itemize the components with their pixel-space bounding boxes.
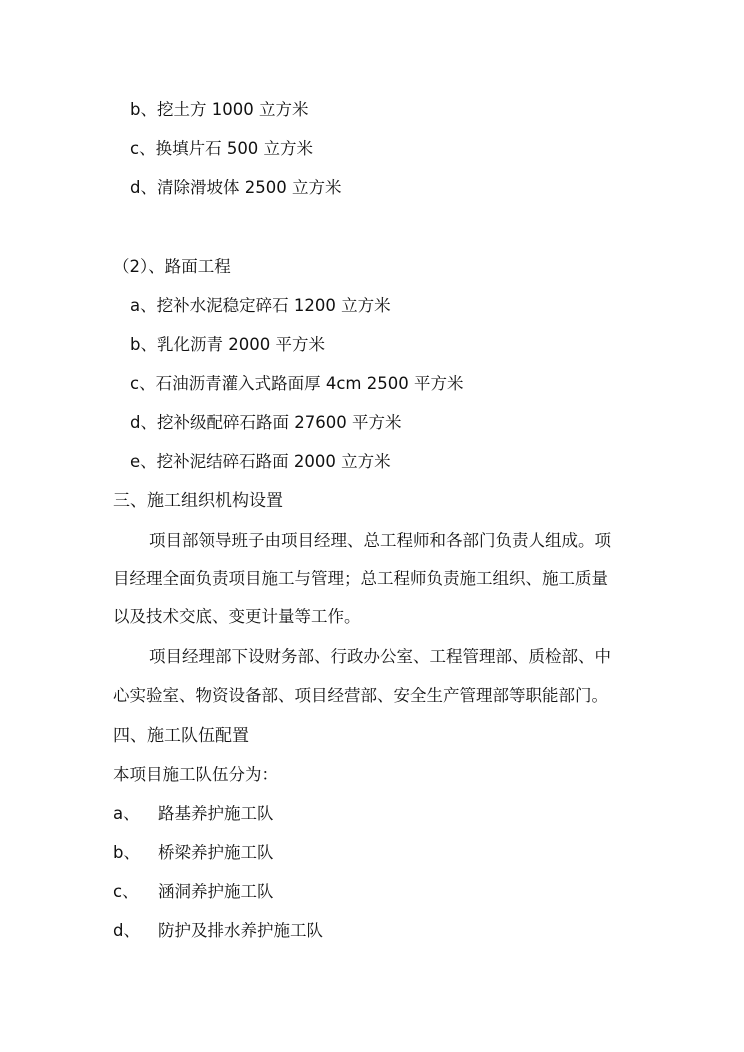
team-name: 涵洞养护施工队 (158, 882, 274, 901)
team-name: 路基养护施工队 (158, 804, 274, 823)
section-heading: 三、施工组织机构设置 (113, 491, 283, 511)
paragraph-line: 目经理全面负责项目施工与管理；总工程师负责施工组织、施工质量 (113, 569, 608, 588)
paragraph-line: 项目部领导班子由项目经理、总工程师和各部门负责人组成。项 (149, 531, 611, 550)
subsection-heading: （2）、路面工程 (113, 257, 231, 276)
team-name: 防护及排水养护施工队 (158, 921, 323, 940)
team-marker: a、 (113, 804, 140, 823)
list-item: c、换填片石 500 立方米 (130, 139, 314, 158)
list-item: d、清除滑坡体 2500 立方米 (130, 178, 342, 197)
list-item: b、挖土方 1000 立方米 (130, 100, 309, 119)
team-marker: b、 (113, 843, 140, 862)
team-item (113, 920, 323, 942)
team-item (113, 842, 274, 864)
team-marker: c、 (113, 882, 139, 901)
list-item: a、挖补水泥稳定碎石 1200 立方米 (130, 296, 391, 315)
section-heading: 四、施工队伍配置 (113, 726, 249, 746)
list-item: e、挖补泥结碎石路面 2000 立方米 (130, 452, 391, 471)
paragraph-line: 以及技术交底、变更计量等工作。 (113, 607, 361, 626)
team-item (113, 803, 274, 825)
team-marker: d、 (113, 921, 140, 940)
paragraph-line: 心实验室、物资设备部、项目经营部、安全生产管理部等职能部门。 (113, 686, 608, 705)
list-item: c、石油沥青灌入式路面厚 4cm 2500 平方米 (130, 374, 464, 393)
team-item (113, 881, 274, 903)
team-name: 桥梁养护施工队 (158, 843, 274, 862)
list-item: d、挖补级配碎石路面 27600 平方米 (130, 413, 402, 432)
intro-text: 本项目施工队伍分为： (113, 765, 278, 784)
paragraph-line: 项目经理部下设财务部、行政办公室、工程管理部、质检部、中 (149, 647, 611, 666)
list-item: b、乳化沥青 2000 平方米 (130, 335, 325, 354)
